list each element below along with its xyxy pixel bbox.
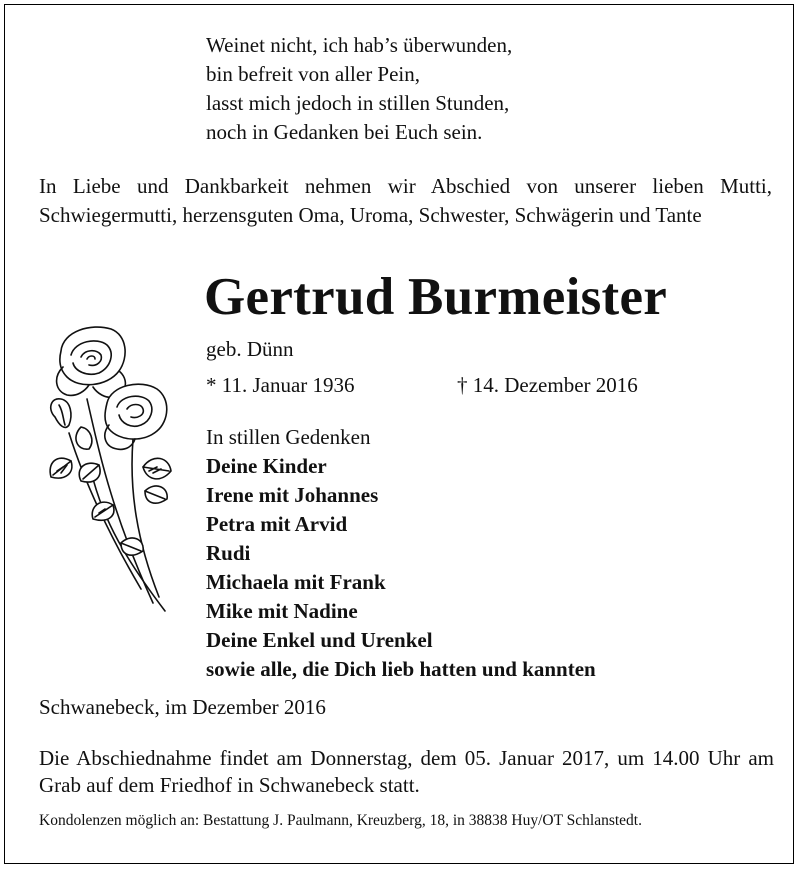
rose-illustration-icon (41, 321, 181, 621)
maiden-name: geb. Dünn (206, 337, 294, 361)
mourner-line: Deine Kinder (206, 454, 327, 478)
place-and-date: Schwanebeck, im Dezember 2016 (39, 695, 326, 719)
mourners-list (206, 423, 596, 684)
mourner-line: sowie alle, die Dich lieb hatten und kannten (206, 657, 596, 681)
birth-date: * 11. Januar 1936 (206, 373, 355, 397)
intro-text: In Liebe und Dankbarkeit nehmen wir Abschied von unserer lieben Mutti, Schwiegermutti, herzensguten Oma, Uroma, Schwester, Schwägerin und Tante (39, 174, 772, 227)
mourner-line: Michaela mit Frank (206, 570, 386, 594)
obituary-notice (4, 4, 794, 864)
poem-line: lasst mich jedoch in stillen Stunden, (206, 91, 510, 115)
poem-line: bin befreit von aller Pein, (206, 62, 421, 86)
mourners-lead: In stillen Gedenken (206, 425, 371, 449)
poem-line: Weinet nicht, ich hab’s überwunden, (206, 33, 513, 57)
mourner-line: Petra mit Arvid (206, 512, 348, 536)
mourner-line: Deine Enkel und Urenkel (206, 628, 433, 652)
deceased-name: Gertrud Burmeister (204, 268, 668, 326)
condolences-info: Kondolenzen möglich an: Bestattung J. Paulmann, Kreuzberg, 18, in 38838 Huy/OT Schlanstedt. (39, 812, 642, 829)
poem (206, 31, 512, 147)
mourner-line: Irene mit Johannes (206, 483, 379, 507)
mourner-line: Rudi (206, 541, 251, 565)
mourner-line: Mike mit Nadine (206, 599, 358, 623)
death-date: † 14. Dezember 2016 (457, 373, 638, 397)
poem-line: noch in Gedanken bei Euch sein. (206, 120, 483, 144)
farewell-info: Die Abschiednahme findet am Donnerstag, dem 05. Januar 2017, um 14.00 Uhr am Grab auf dem Friedhof in Schwanebeck statt. (39, 746, 774, 797)
